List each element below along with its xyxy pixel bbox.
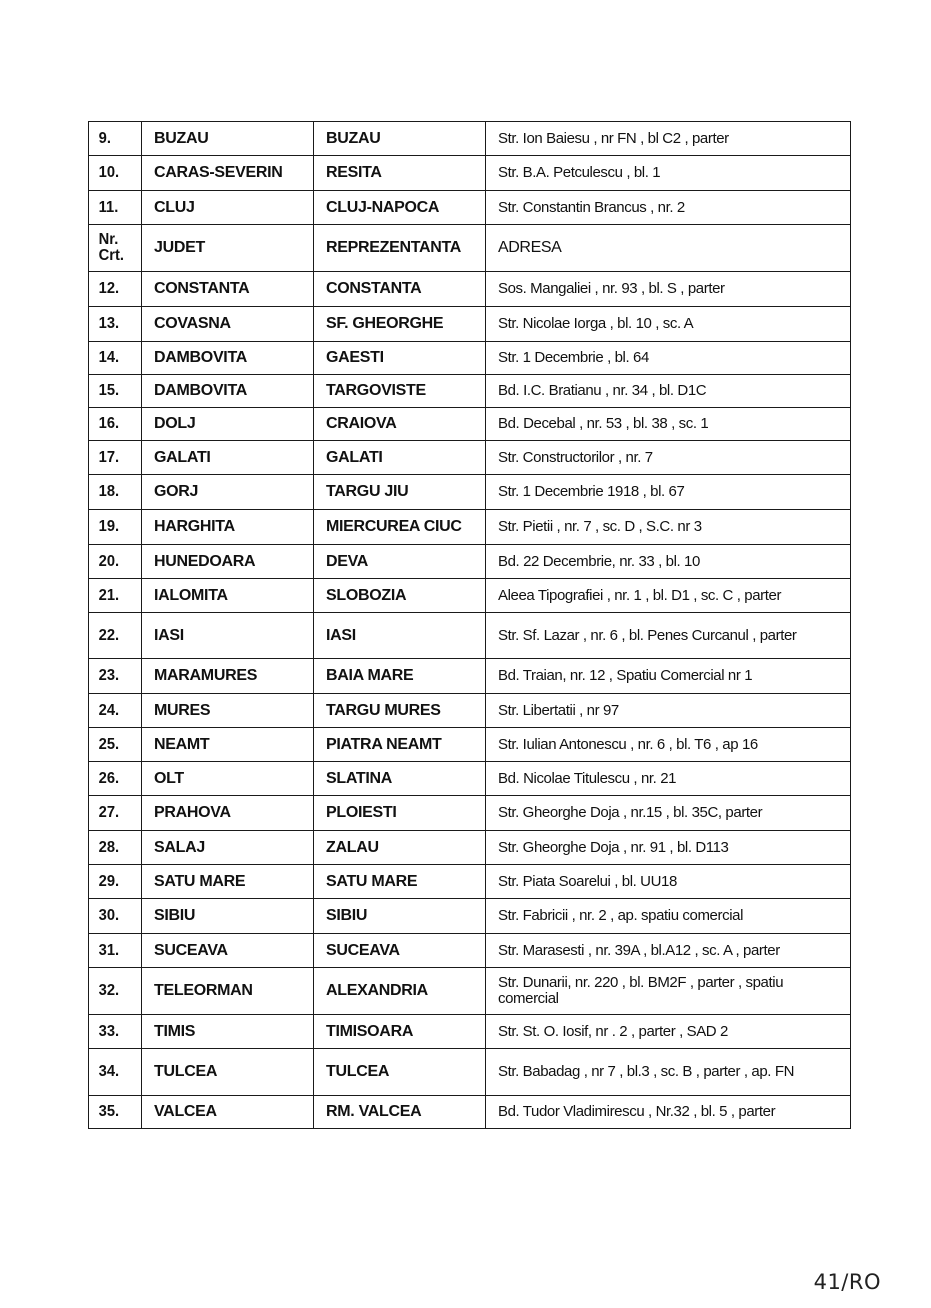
cell-nr: Nr. Crt. <box>89 225 138 272</box>
cell-adresa: Str. Pietii , nr. 7 , sc. D , S.C. nr 3 <box>486 510 851 545</box>
table-row <box>89 762 851 796</box>
cell-reprezentanta: PLOIESTI <box>314 796 486 831</box>
cell-adresa: Str. Piata Soarelui , bl. UU18 <box>486 865 851 899</box>
cell-judet: OLT <box>142 762 314 796</box>
cell-adresa: Bd. Decebal , nr. 53 , bl. 38 , sc. 1 <box>486 408 851 441</box>
cell-reprezentanta: REPREZENTANTA <box>314 225 486 272</box>
cell-nr: 34. <box>89 1049 138 1096</box>
cell-nr: 13. <box>89 307 138 342</box>
cell-nr: 16. <box>89 408 138 441</box>
cell-adresa: Str. Gheorghe Doja , nr.15 , bl. 35C, parter <box>486 796 851 831</box>
cell-adresa: Bd. 22 Decembrie, nr. 33 , bl. 10 <box>486 545 851 579</box>
table-row <box>89 694 851 728</box>
cell-reprezentanta: CLUJ-NAPOCA <box>314 191 486 225</box>
cell-adresa: ADRESA <box>486 225 851 272</box>
table-header-row <box>89 225 851 272</box>
cell-adresa: Str. Constructorilor , nr. 7 <box>486 441 851 475</box>
cell-judet: COVASNA <box>142 307 314 342</box>
table-row <box>89 272 851 307</box>
cell-judet: TELEORMAN <box>142 968 314 1015</box>
cell-judet: HARGHITA <box>142 510 314 545</box>
cell-nr: 28. <box>89 831 138 865</box>
cell-nr: 24. <box>89 694 138 728</box>
page-number: 41/RO <box>813 1270 881 1294</box>
cell-adresa: Str. Libertatii , nr 97 <box>486 694 851 728</box>
cell-nr: 30. <box>89 899 138 934</box>
cell-adresa: Str. Fabricii , nr. 2 , ap. spatiu comercial <box>486 899 851 934</box>
cell-judet: TIMIS <box>142 1015 314 1049</box>
table-row <box>89 728 851 762</box>
table-row <box>89 899 851 934</box>
cell-judet: NEAMT <box>142 728 314 762</box>
cell-reprezentanta: TARGU MURES <box>314 694 486 728</box>
table-row <box>89 307 851 342</box>
table-row <box>89 796 851 831</box>
cell-adresa: Str. 1 Decembrie 1918 , bl. 67 <box>486 475 851 510</box>
table-row <box>89 968 851 1015</box>
cell-nr: 35. <box>89 1096 138 1129</box>
cell-reprezentanta: SIBIU <box>314 899 486 934</box>
cell-adresa: Str. Constantin Brancus , nr. 2 <box>486 191 851 225</box>
cell-adresa: Bd. Traian, nr. 12 , Spatiu Comercial nr 1 <box>486 659 851 694</box>
cell-adresa: Aleea Tipografiei , nr. 1 , bl. D1 , sc. C , parter <box>486 579 851 613</box>
cell-reprezentanta: GALATI <box>314 441 486 475</box>
cell-reprezentanta: CONSTANTA <box>314 272 486 307</box>
cell-reprezentanta: TARGOVISTE <box>314 375 486 408</box>
cell-nr: 25. <box>89 728 138 762</box>
cell-adresa: Str. St. O. Iosif, nr . 2 , parter , SAD 2 <box>486 1015 851 1049</box>
cell-reprezentanta: BAIA MARE <box>314 659 486 694</box>
cell-nr: 33. <box>89 1015 138 1049</box>
cell-judet: PRAHOVA <box>142 796 314 831</box>
cell-reprezentanta: GAESTI <box>314 342 486 375</box>
cell-judet: IASI <box>142 613 314 659</box>
cell-reprezentanta: SLOBOZIA <box>314 579 486 613</box>
cell-judet: JUDET <box>142 225 314 272</box>
table-row <box>89 156 851 191</box>
table-row <box>89 475 851 510</box>
cell-nr: 18. <box>89 475 138 510</box>
cell-nr: 21. <box>89 579 138 613</box>
table-row <box>89 659 851 694</box>
cell-adresa: Str. Iulian Antonescu , nr. 6 , bl. T6 , ap 16 <box>486 728 851 762</box>
cell-judet: TULCEA <box>142 1049 314 1096</box>
cell-reprezentanta: IASI <box>314 613 486 659</box>
cell-judet: CONSTANTA <box>142 272 314 307</box>
cell-judet: VALCEA <box>142 1096 314 1129</box>
cell-reprezentanta: DEVA <box>314 545 486 579</box>
table-row <box>89 441 851 475</box>
cell-reprezentanta: SLATINA <box>314 762 486 796</box>
cell-adresa: Str. Dunarii, nr. 220 , bl. BM2F , parter , spatiu comercial <box>486 968 851 1015</box>
table-row <box>89 831 851 865</box>
table-row <box>89 579 851 613</box>
cell-reprezentanta: MIERCUREA CIUC <box>314 510 486 545</box>
cell-adresa: Str. 1 Decembrie , bl. 64 <box>486 342 851 375</box>
cell-reprezentanta: BUZAU <box>314 122 486 156</box>
cell-adresa: Str. Marasesti , nr. 39A , bl.A12 , sc. A , parter <box>486 934 851 968</box>
cell-judet: SALAJ <box>142 831 314 865</box>
cell-nr: 32. <box>89 968 138 1015</box>
cell-judet: IALOMITA <box>142 579 314 613</box>
cell-reprezentanta: SF. GHEORGHE <box>314 307 486 342</box>
cell-reprezentanta: TULCEA <box>314 1049 486 1096</box>
cell-adresa: Str. Nicolae Iorga , bl. 10 , sc. A <box>486 307 851 342</box>
cell-judet: HUNEDOARA <box>142 545 314 579</box>
cell-adresa: Bd. I.C. Bratianu , nr. 34 , bl. D1C <box>486 375 851 408</box>
cell-adresa: Str. Gheorghe Doja , nr. 91 , bl. D113 <box>486 831 851 865</box>
cell-judet: DAMBOVITA <box>142 342 314 375</box>
cell-reprezentanta: ALEXANDRIA <box>314 968 486 1015</box>
cell-nr: 19. <box>89 510 138 545</box>
cell-judet: CARAS-SEVERIN <box>142 156 314 191</box>
cell-adresa: Bd. Tudor Vladimirescu , Nr.32 , bl. 5 , parter <box>486 1096 851 1129</box>
cell-nr: 15. <box>89 375 138 408</box>
address-table <box>88 121 851 1129</box>
cell-reprezentanta: PIATRA NEAMT <box>314 728 486 762</box>
table-row <box>89 934 851 968</box>
cell-judet: MURES <box>142 694 314 728</box>
cell-nr: 12. <box>89 272 138 307</box>
cell-reprezentanta: RESITA <box>314 156 486 191</box>
cell-reprezentanta: TIMISOARA <box>314 1015 486 1049</box>
cell-nr: 14. <box>89 342 138 375</box>
table-row <box>89 1049 851 1096</box>
cell-judet: GALATI <box>142 441 314 475</box>
cell-judet: BUZAU <box>142 122 314 156</box>
table-row <box>89 545 851 579</box>
cell-adresa: Str. B.A. Petculescu , bl. 1 <box>486 156 851 191</box>
cell-judet: MARAMURES <box>142 659 314 694</box>
cell-nr: 17. <box>89 441 138 475</box>
cell-reprezentanta: SATU MARE <box>314 865 486 899</box>
cell-judet: SUCEAVA <box>142 934 314 968</box>
table-row <box>89 408 851 441</box>
cell-nr: 11. <box>89 191 138 225</box>
cell-nr: 26. <box>89 762 138 796</box>
cell-adresa: Sos. Mangaliei , nr. 93 , bl. S , parter <box>486 272 851 307</box>
table-row <box>89 1015 851 1049</box>
cell-nr: 10. <box>89 156 138 191</box>
cell-reprezentanta: SUCEAVA <box>314 934 486 968</box>
table-row <box>89 510 851 545</box>
cell-judet: SIBIU <box>142 899 314 934</box>
cell-judet: CLUJ <box>142 191 314 225</box>
cell-judet: DAMBOVITA <box>142 375 314 408</box>
cell-nr: 29. <box>89 865 138 899</box>
cell-adresa: Str. Babadag , nr 7 , bl.3 , sc. B , parter , ap. FN <box>486 1049 851 1096</box>
cell-nr: 27. <box>89 796 138 831</box>
cell-judet: DOLJ <box>142 408 314 441</box>
cell-nr: 23. <box>89 659 138 694</box>
table-row <box>89 342 851 375</box>
cell-judet: GORJ <box>142 475 314 510</box>
cell-reprezentanta: TARGU JIU <box>314 475 486 510</box>
table-row <box>89 613 851 659</box>
table-row <box>89 122 851 156</box>
cell-nr: 22. <box>89 613 138 659</box>
cell-judet: SATU MARE <box>142 865 314 899</box>
table-row <box>89 375 851 408</box>
cell-adresa: Bd. Nicolae Titulescu , nr. 21 <box>486 762 851 796</box>
cell-nr: 31. <box>89 934 138 968</box>
cell-adresa: Str. Sf. Lazar , nr. 6 , bl. Penes Curcanul , parter <box>486 613 851 659</box>
cell-reprezentanta: CRAIOVA <box>314 408 486 441</box>
table-row <box>89 191 851 225</box>
cell-nr: 20. <box>89 545 138 579</box>
cell-reprezentanta: ZALAU <box>314 831 486 865</box>
cell-nr: 9. <box>89 122 138 156</box>
table-row <box>89 1096 851 1129</box>
address-table-body <box>89 122 851 1129</box>
cell-reprezentanta: RM. VALCEA <box>314 1096 486 1129</box>
cell-adresa: Str. Ion Baiesu , nr FN , bl C2 , parter <box>486 122 851 156</box>
table-row <box>89 865 851 899</box>
